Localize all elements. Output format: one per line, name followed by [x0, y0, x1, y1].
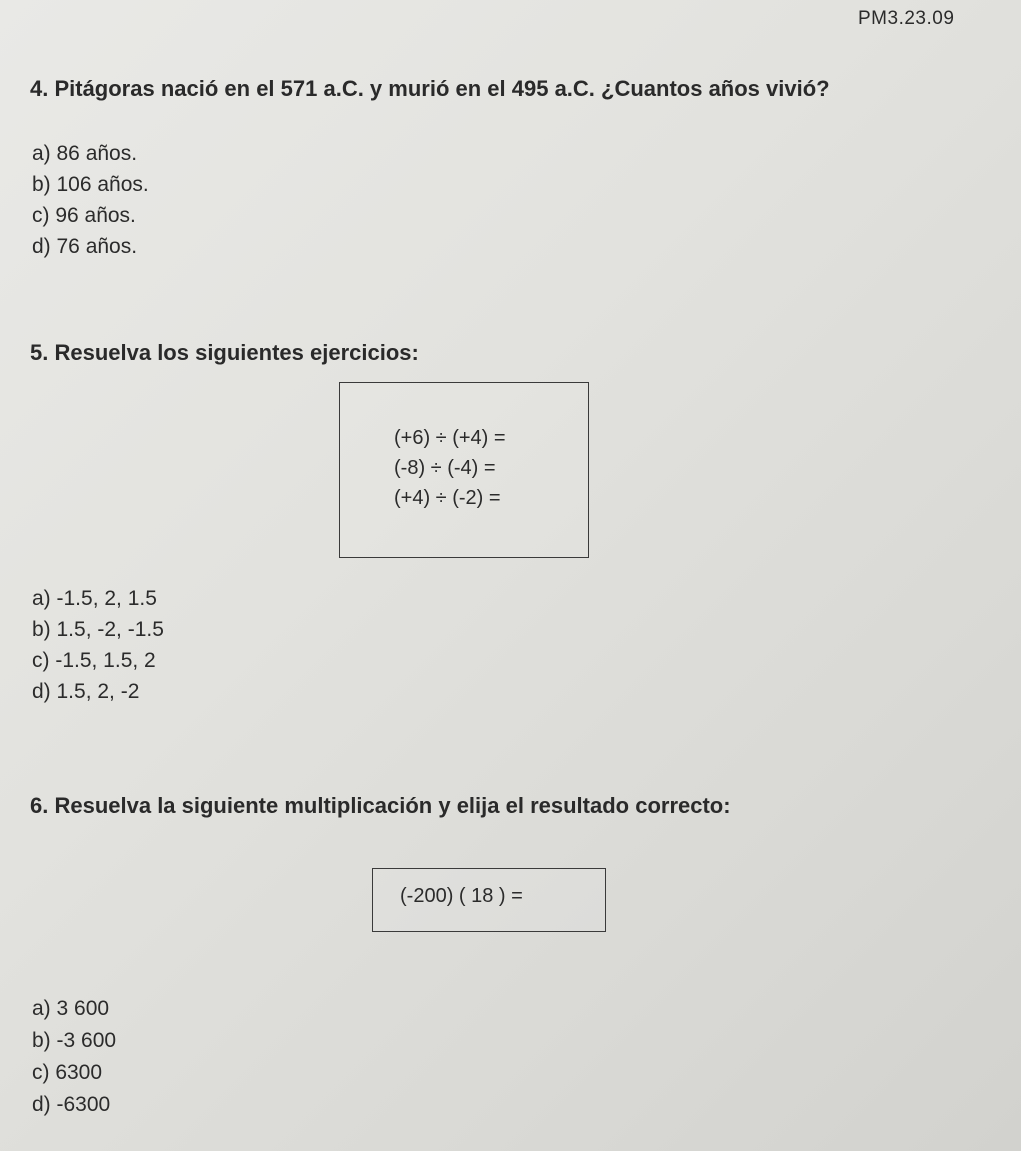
question-6-options [32, 993, 116, 1121]
question-6-prompt: 6. Resuelva la siguiente multiplicación y elija el resultado correcto: [30, 793, 731, 818]
question-4-prompt: 4. Pitágoras nació en el 571 a.C. y murió en el 495 a.C. ¿Cuantos años vivió? [30, 76, 830, 101]
option-6d[interactable]: d) -6300 [32, 1093, 111, 1116]
option-5a[interactable]: a) -1.5, 2, 1.5 [32, 587, 157, 610]
document-code: PM3.23.09 [858, 8, 955, 29]
exercise-5-1: (+6) ÷ (+4) = [394, 427, 506, 449]
option-4b[interactable]: b) 106 años. [32, 173, 149, 196]
question-5-prompt: 5. Resuelva los siguientes ejercicios: [30, 340, 419, 365]
option-6a[interactable]: a) 3 600 [32, 997, 110, 1020]
option-5c[interactable]: c) -1.5, 1.5, 2 [32, 649, 156, 672]
question-4-options [32, 138, 149, 262]
exercise-6: (-200) ( 18 ) = [400, 885, 523, 907]
question-5-options [32, 583, 164, 707]
option-5b[interactable]: b) 1.5, -2, -1.5 [32, 618, 164, 641]
option-5d[interactable]: d) 1.5, 2, -2 [32, 680, 140, 703]
question-6-exercise-box [372, 868, 606, 932]
exercise-5-3: (+4) ÷ (-2) = [394, 487, 501, 509]
question-5-exercise-box [339, 382, 589, 558]
option-4c[interactable]: c) 96 años. [32, 204, 136, 227]
exercise-5-2: (-8) ÷ (-4) = [394, 457, 496, 479]
option-4d[interactable]: d) 76 años. [32, 235, 138, 258]
option-6c[interactable]: c) 6300 [32, 1061, 103, 1084]
option-4a[interactable]: a) 86 años. [32, 142, 138, 165]
option-6b[interactable]: b) -3 600 [32, 1029, 117, 1052]
